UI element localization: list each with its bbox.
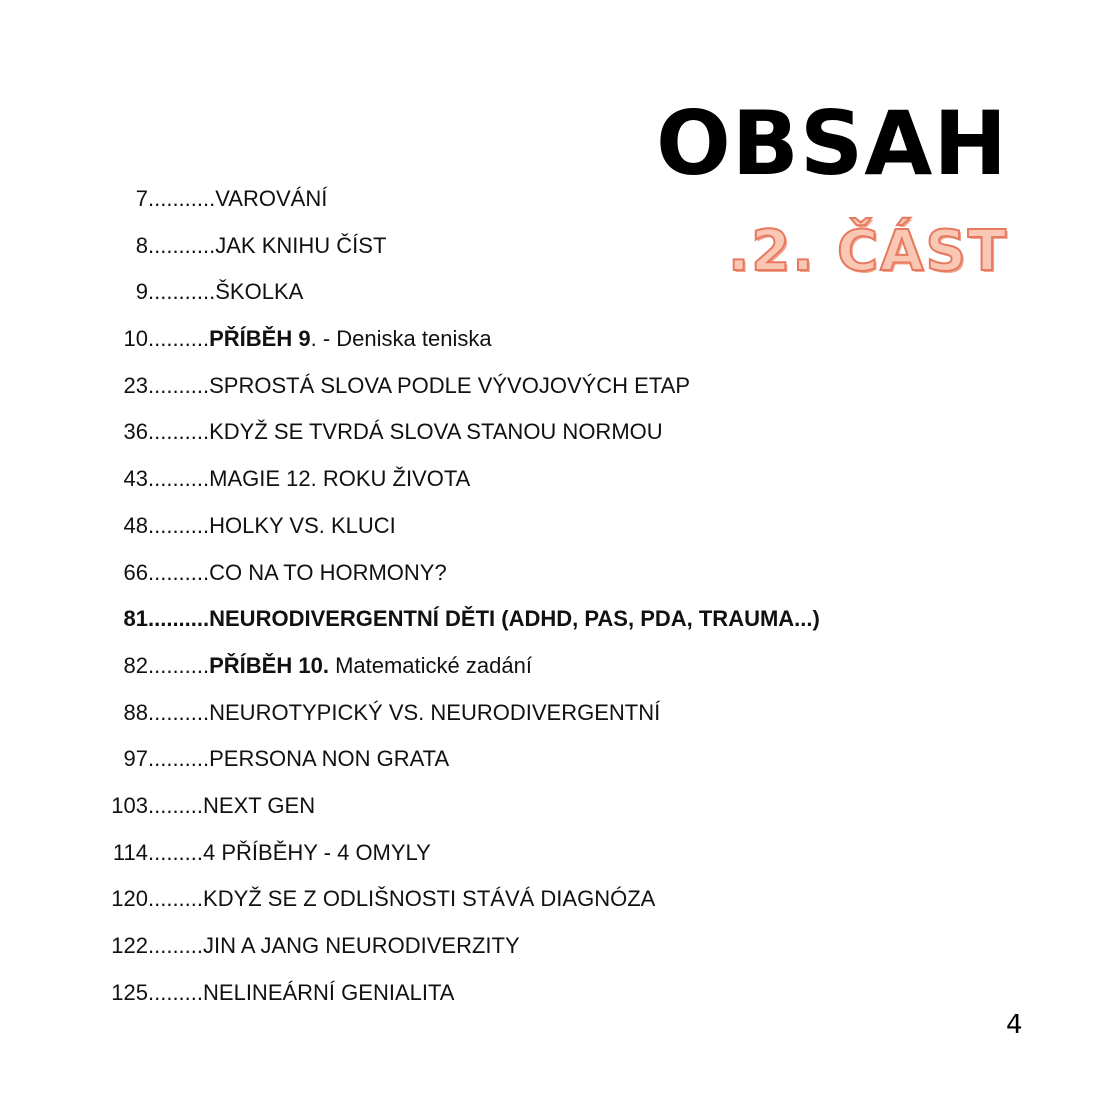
toc-page-number: 9 xyxy=(135,279,148,305)
toc-page-number: 103 xyxy=(111,792,148,818)
toc-entry xyxy=(106,693,906,740)
toc-entry-title: 4 PŘÍBĚHY - 4 OMYLY xyxy=(203,839,431,865)
toc-entry-title: NEXT GEN xyxy=(203,792,316,818)
toc-entry xyxy=(106,739,906,786)
toc-entry-title: VAROVÁNÍ xyxy=(215,186,328,211)
toc-leader-dots: .......... xyxy=(148,419,210,445)
toc-entry-title: MAGIE 12. ROKU ŽIVOTA xyxy=(209,466,471,492)
toc-page-number: 7 xyxy=(135,186,148,211)
toc-entry xyxy=(106,926,906,973)
toc-page-number: 10 xyxy=(123,326,148,352)
toc-page-number: 120 xyxy=(111,886,148,912)
toc-entry-title: JAK KNIHU ČÍST xyxy=(215,232,387,258)
toc-entry-title: KDYŽ SE TVRDÁ SLOVA STANOU NORMOU xyxy=(209,419,663,445)
toc-leader-dots: ......... xyxy=(148,839,204,865)
toc-page-number: 82 xyxy=(123,652,148,678)
toc-entry-title-group xyxy=(209,646,532,686)
toc-entry-title: JIN A JANG NEURODIVERZITY xyxy=(203,933,520,958)
toc-entry-title-bold: PŘÍBĚH 10. xyxy=(209,652,329,678)
toc-leader-dots: ......... xyxy=(148,886,204,912)
toc-entry xyxy=(106,272,906,319)
toc-leader-dots: .......... xyxy=(148,326,210,352)
page-title: OBSAH xyxy=(655,92,1008,195)
toc-page-number: 23 xyxy=(123,372,148,398)
toc-entry-title: Matematické zadání xyxy=(328,652,532,678)
toc-entry-title: . - Deniska teniska xyxy=(310,326,492,352)
toc-entry xyxy=(106,879,906,926)
toc-page-number: 48 xyxy=(123,512,148,538)
toc-page-number: 81 xyxy=(123,606,148,632)
toc-entry xyxy=(106,366,906,413)
toc-entry xyxy=(106,833,906,880)
toc-page-number: 43 xyxy=(123,466,148,492)
toc-page-number: 36 xyxy=(123,419,148,445)
toc-entry xyxy=(106,179,906,226)
toc-entry-title: KDYŽ SE Z ODLIŠNOSTI STÁVÁ DIAGNÓZA xyxy=(203,886,656,912)
toc-entry-title: NEURODIVERGENTNÍ DĚTI (ADHD, PAS, PDA, TRAUMA...) xyxy=(209,606,820,632)
toc-leader-dots: ........... xyxy=(148,232,216,258)
toc-page-number: 8 xyxy=(135,232,148,258)
toc-page-number: 66 xyxy=(123,559,148,585)
toc-leader-dots: .......... xyxy=(148,606,210,632)
toc-entry xyxy=(106,973,906,1020)
toc-entry-title: NEUROTYPICKÝ VS. NEURODIVERGENTNÍ xyxy=(209,699,661,725)
toc-entry-title: NELINEÁRNÍ GENIALITA xyxy=(203,979,455,1005)
toc-entry-title: HOLKY VS. KLUCI xyxy=(209,512,396,538)
part-subtitle: .2. ČÁST xyxy=(728,219,1008,284)
toc-entry xyxy=(106,786,906,833)
toc-page-number: 114 xyxy=(112,839,148,865)
toc-leader-dots: .......... xyxy=(148,652,210,678)
toc-leader-dots: .......... xyxy=(148,559,210,585)
toc-entry xyxy=(106,506,906,553)
toc-leader-dots: ........... xyxy=(148,279,216,305)
toc-entry xyxy=(106,646,906,693)
toc-page-number: 97 xyxy=(123,746,148,772)
toc-entry xyxy=(106,553,906,600)
toc-entry xyxy=(106,319,906,366)
toc-leader-dots: .......... xyxy=(148,372,210,398)
toc-entry-highlighted xyxy=(106,599,906,646)
toc-leader-dots: ......... xyxy=(148,933,204,958)
toc-leader-dots: .......... xyxy=(148,512,210,538)
toc-entry xyxy=(106,459,906,506)
toc-entry xyxy=(106,412,906,459)
toc-leader-dots: ......... xyxy=(148,979,204,1005)
toc-entry-title: ŠKOLKA xyxy=(215,279,304,305)
toc-page-number: 125 xyxy=(111,979,148,1005)
page-number: 4 xyxy=(1006,1010,1023,1040)
toc-leader-dots: .......... xyxy=(148,699,210,725)
toc-page-number: 88 xyxy=(123,699,148,725)
toc-entry-title: CO NA TO HORMONY? xyxy=(209,559,447,585)
toc-entry-title: PERSONA NON GRATA xyxy=(209,746,450,772)
toc-entry-title-bold: PŘÍBĚH 9 xyxy=(209,326,311,352)
table-of-contents xyxy=(106,179,906,1019)
toc-leader-dots: .......... xyxy=(148,746,210,772)
toc-entry-title-group xyxy=(209,319,491,359)
toc-entry xyxy=(106,226,906,273)
toc-leader-dots: ........... xyxy=(148,186,216,211)
toc-leader-dots: .......... xyxy=(148,466,210,492)
toc-leader-dots: ......... xyxy=(148,792,204,818)
toc-entry-title: SPROSTÁ SLOVA PODLE VÝVOJOVÝCH ETAP xyxy=(209,372,691,398)
toc-page-number: 122 xyxy=(111,933,148,958)
